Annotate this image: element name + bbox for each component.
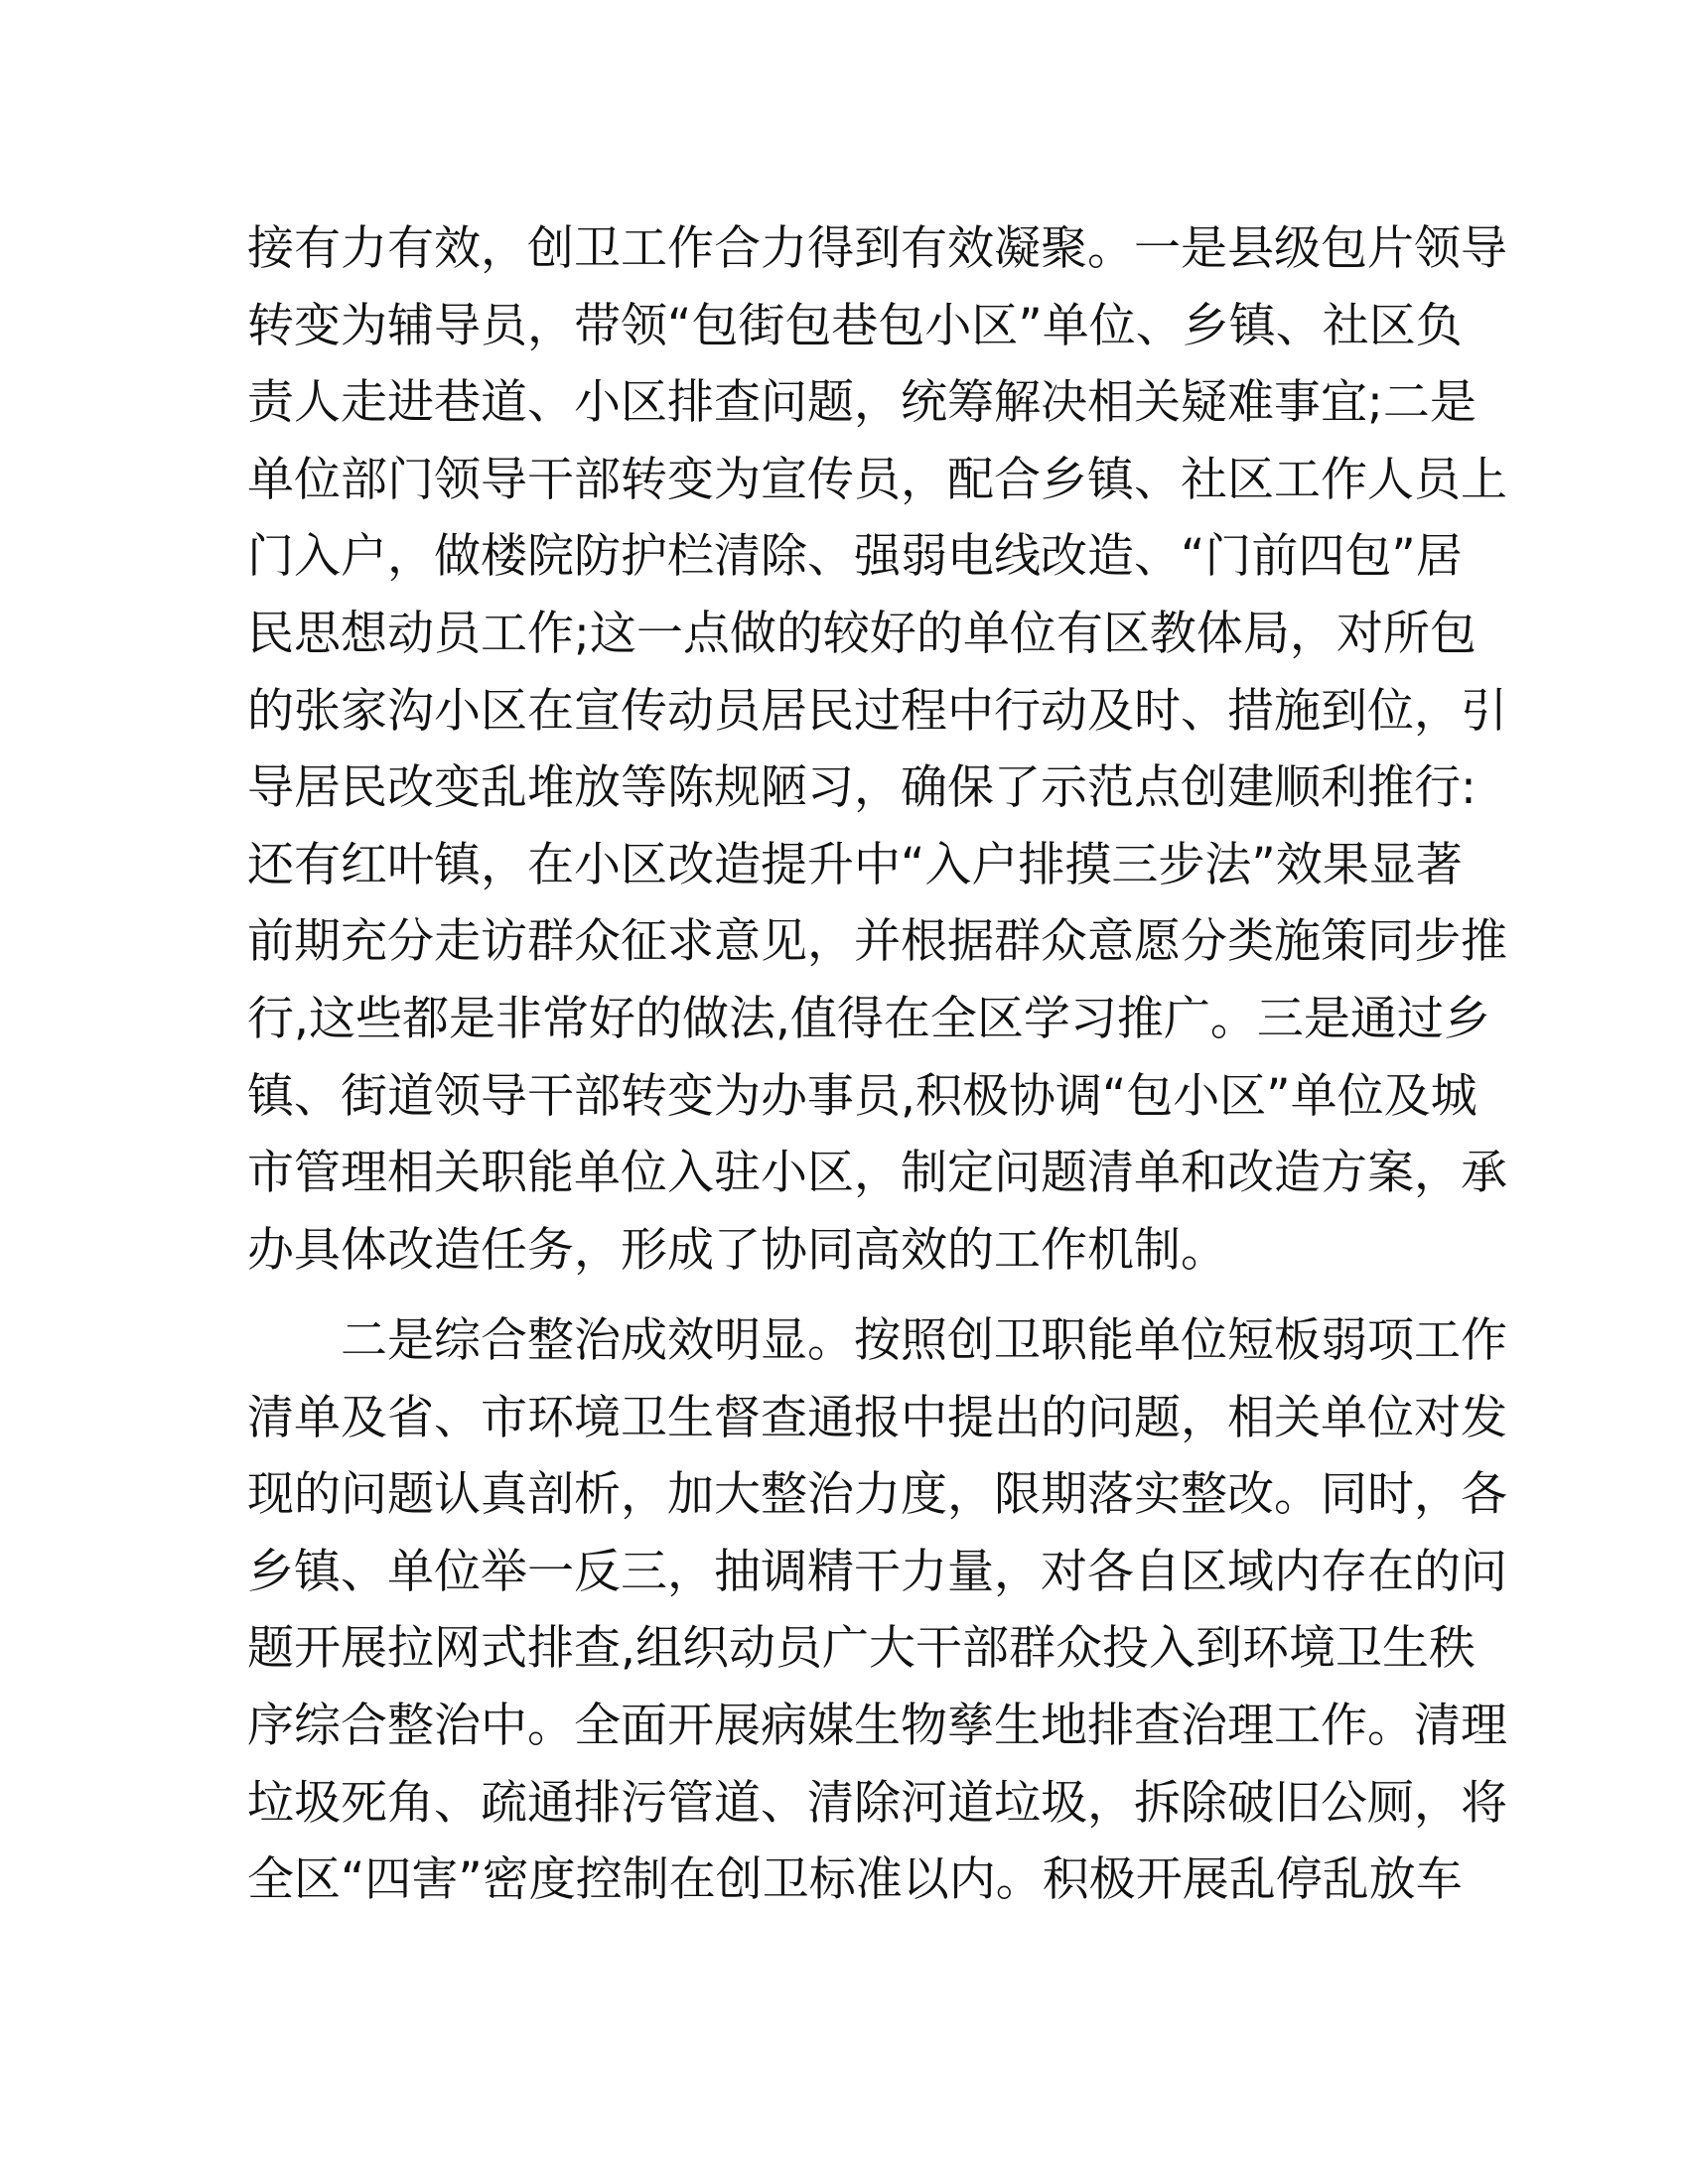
text-line: 责人走进巷道、小区排查问题，统筹解决相关疑难事宜;二是 [247,375,1477,431]
text-line: 导居民改变乱堆放等陈规陋习，确保了示范点创建顺利推行: [247,760,1477,816]
text-line: 前期充分走访群众征求意见，并根据群众意愿分类施策同步推 [247,914,1507,970]
text-line: 接有力有效，创卫工作合力得到有效凝聚。一是县级包片领导 [247,221,1507,276]
text-line: 民思想动员工作;这一点做的较好的单位有区教体局，对所包 [247,606,1477,661]
text-line: 全区“四害”密度控制在创卫标准以内。积极开展乱停乱放车 [247,1852,1463,1908]
text-line: 行,这些都是非常好的做法,值得在全区学习推广。三是通过乡 [247,991,1490,1046]
text-line: 还有红叶镇，在小区改造提升中“入户排摸三步法”效果显著 [247,837,1463,892]
text-line: 垃圾死角、疏通排污管道、清除河道垃圾，拆除破旧公厕，将 [247,1775,1507,1831]
text-line: 序综合整治中。全面开展病媒生物孳生地排查治理工作。清理 [247,1698,1507,1753]
text-line: 转变为辅导员，带领“包街包巷包小区”单位、乡镇、社区负 [247,298,1463,353]
text-line: 镇、街道领导干部转变为办事员,积极协调“包小区”单位及城 [247,1068,1477,1124]
text-line: 市管理相关职能单位入驻小区，制定问题清单和改造方案，承 [247,1146,1507,1201]
text-line: 单位部门领导干部转变为宣传员，配合乡镇、社区工作人员上 [247,452,1507,507]
text-line: 题开展拉网式排查,组织动员广大干部群众投入到环境卫生秩 [247,1621,1476,1677]
text-line: 办具体改造任务，形成了协同高效的工作机制。 [247,1222,1227,1278]
text-line-indented: 二是综合整治成效明显。按照创卫职能单位短板弱项工作 [341,1313,1507,1368]
text-line: 现的问题认真剖析，加大整治力度，限期落实整改。同时，各 [247,1467,1507,1523]
text-line: 的张家沟小区在宣传动员居民过程中行动及时、措施到位，引 [247,683,1507,739]
paragraph-2 [247,1302,1507,1919]
text-line: 门入户，做楼院防护栏清除、强弱电线改造、“门前四包”居 [247,529,1463,585]
text-line: 乡镇、单位举一反三，抽调精干力量，对各自区域内存在的问 [247,1544,1507,1599]
text-line: 清单及省、市环境卫生督查通报中提出的问题，相关单位对发 [247,1390,1507,1445]
paragraph-1 [247,210,1507,1289]
